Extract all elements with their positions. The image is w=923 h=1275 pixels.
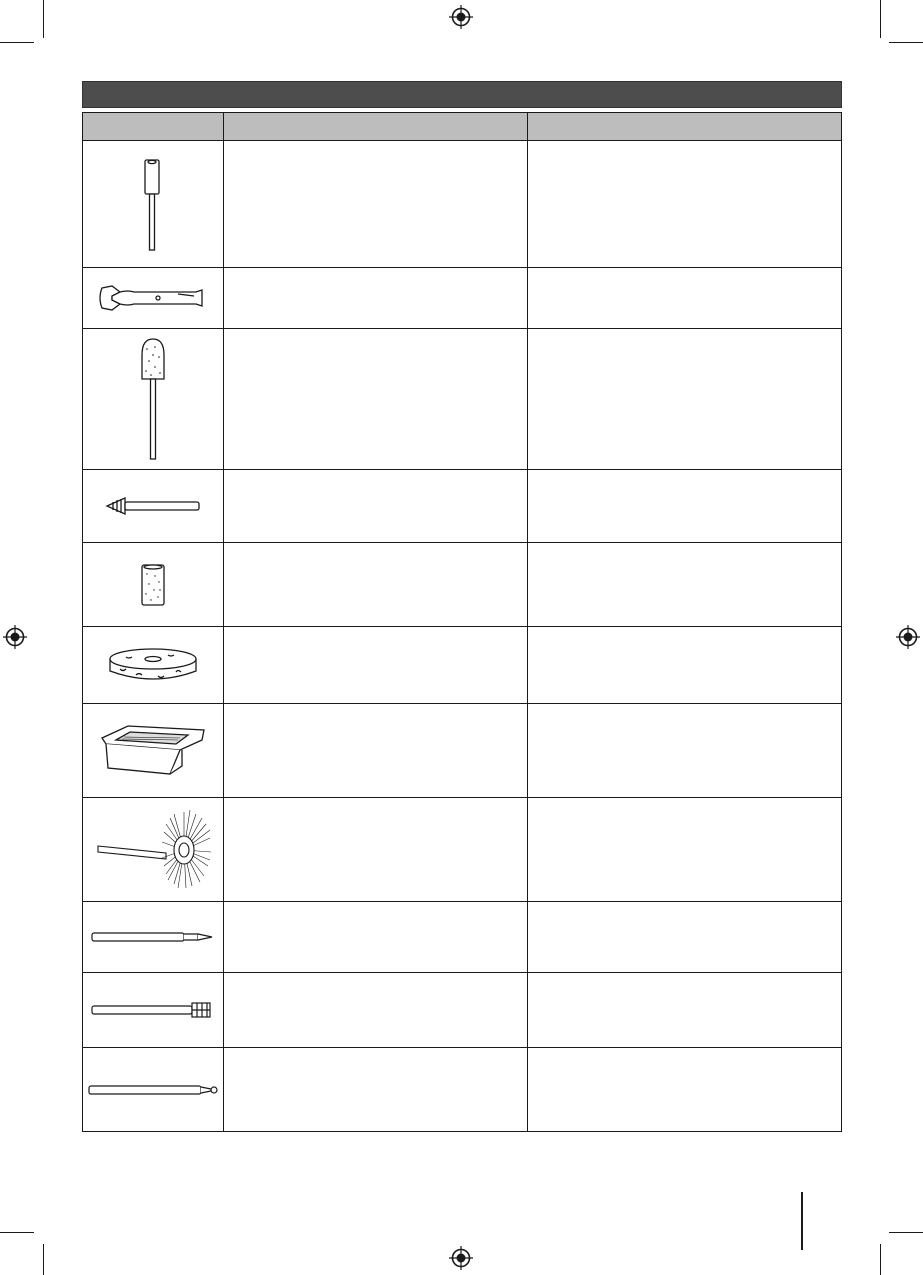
accessory-use xyxy=(528,470,842,543)
table-header-row xyxy=(83,113,842,141)
accessory-name xyxy=(224,268,528,329)
registration-mark-icon xyxy=(449,1246,473,1270)
table-row xyxy=(83,798,842,902)
column-header-use xyxy=(528,113,842,141)
accessory-use xyxy=(528,798,842,902)
felt-polishing-wheel-icon xyxy=(106,645,200,685)
page-margin-bar xyxy=(801,1192,803,1250)
accessory-use xyxy=(528,627,842,704)
accessory-use xyxy=(528,902,842,973)
crop-mark xyxy=(880,1244,881,1275)
accessory-use xyxy=(528,973,842,1048)
section-title-bar xyxy=(82,81,842,108)
accessory-use xyxy=(528,1048,842,1132)
sanding-drum-icon xyxy=(133,154,173,254)
column-header-name xyxy=(224,113,528,141)
table-row xyxy=(83,268,842,329)
sanding-sleeve-icon xyxy=(138,562,168,608)
crop-mark xyxy=(43,0,44,38)
screw-mandrel-icon xyxy=(103,494,203,518)
column-header-image xyxy=(83,113,224,141)
table-row xyxy=(83,543,842,627)
engraving-bit-pointed-icon xyxy=(90,929,216,945)
accessory-name xyxy=(224,141,528,268)
accessory-name xyxy=(224,627,528,704)
crop-mark xyxy=(880,0,881,38)
ball-engraving-bit-icon xyxy=(87,1082,219,1098)
cutter-bit-icon xyxy=(90,1000,216,1020)
accessory-name xyxy=(224,543,528,627)
table-row xyxy=(83,141,842,268)
crop-mark xyxy=(43,1244,44,1275)
table-row xyxy=(83,329,842,470)
accessory-use xyxy=(528,141,842,268)
crop-mark xyxy=(0,42,34,43)
crop-mark xyxy=(0,1232,34,1233)
registration-mark-icon xyxy=(896,625,920,649)
accessories-table xyxy=(82,112,842,1132)
felt-polishing-tip-icon xyxy=(133,335,173,463)
spanner-wrench-icon xyxy=(98,280,208,316)
storage-tray-icon xyxy=(100,724,206,778)
crop-mark xyxy=(889,1232,923,1233)
accessory-name xyxy=(224,470,528,543)
accessory-name xyxy=(224,704,528,798)
accessory-use xyxy=(528,268,842,329)
accessory-use xyxy=(528,704,842,798)
registration-mark-icon xyxy=(449,5,473,29)
wire-brush-icon xyxy=(94,808,212,892)
table-row xyxy=(83,902,842,973)
table-row xyxy=(83,1048,842,1132)
crop-mark xyxy=(889,42,923,43)
table-row xyxy=(83,627,842,704)
accessory-use xyxy=(528,329,842,470)
accessory-name xyxy=(224,329,528,470)
accessory-name xyxy=(224,1048,528,1132)
table-row xyxy=(83,973,842,1048)
accessory-use xyxy=(528,543,842,627)
registration-mark-icon xyxy=(3,625,27,649)
accessory-name xyxy=(224,973,528,1048)
table-row xyxy=(83,704,842,798)
table-row xyxy=(83,470,842,543)
accessory-name xyxy=(224,798,528,902)
accessory-name xyxy=(224,902,528,973)
